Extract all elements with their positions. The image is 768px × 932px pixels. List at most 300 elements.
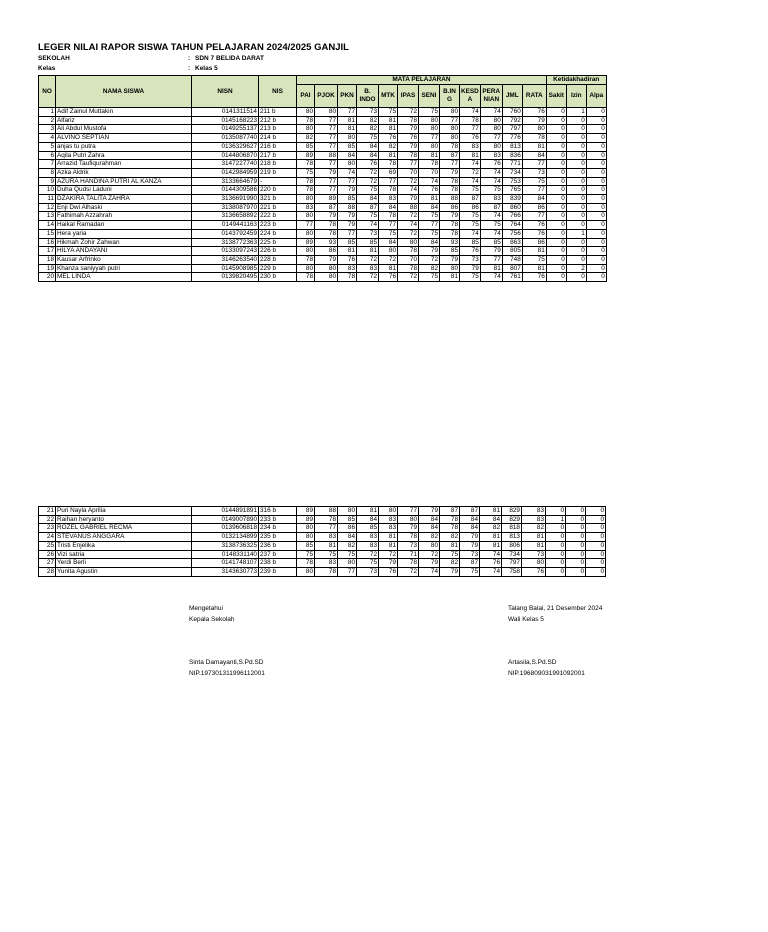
table-cell: 81	[480, 264, 502, 273]
table-row	[39, 507, 606, 516]
table-row	[39, 550, 606, 559]
student-name-cell: Azka Aldrik	[56, 168, 192, 177]
table-cell: 0	[546, 151, 566, 160]
table-cell: 77	[315, 160, 338, 169]
table-cell: 0	[586, 177, 606, 186]
table-cell: 3146263540	[192, 255, 259, 264]
table-cell: 0	[586, 533, 606, 542]
table-cell: 85	[480, 238, 502, 247]
table-row	[39, 559, 606, 568]
table-cell: 78	[315, 221, 338, 230]
class-label: Kelas	[38, 65, 56, 72]
table-cell: 0	[546, 229, 566, 238]
table-cell: 1	[546, 515, 566, 524]
table-cell: 75	[419, 212, 440, 221]
table-cell: 72	[398, 567, 419, 576]
table-cell: 81	[315, 541, 338, 550]
header-subject: IPAS	[398, 85, 419, 108]
table-cell: 75	[480, 221, 502, 230]
table-cell: 81	[338, 116, 357, 125]
table-row	[39, 195, 607, 204]
table-cell: 17	[39, 247, 56, 256]
table-cell: 83	[315, 533, 338, 542]
student-name-cell: Haikal Ramadan	[56, 221, 192, 230]
student-name-cell: AZURA HANDINA PUTRI AL KANZA	[56, 177, 192, 186]
table-cell: 73	[357, 229, 379, 238]
student-name-cell: Adif Zainul Muttakin	[56, 108, 192, 117]
table-cell: 78	[440, 186, 460, 195]
table-cell: 76	[522, 221, 546, 230]
table-cell: 79	[419, 247, 440, 256]
table-cell: 211 b	[259, 108, 297, 117]
table-cell: 84	[460, 524, 480, 533]
table-cell: 81	[357, 247, 379, 256]
table-cell: 0	[586, 125, 606, 134]
table-cell: 76	[460, 247, 481, 256]
table-cell: 79	[460, 541, 480, 550]
table-cell: 860	[502, 203, 522, 212]
table-cell: 80	[419, 142, 440, 151]
table-cell: 76	[522, 229, 546, 238]
table-cell: 75	[419, 108, 440, 117]
table-cell: 72	[357, 550, 379, 559]
table-cell: 3136658892	[192, 212, 259, 221]
table-cell: 77	[522, 186, 546, 195]
table-cell: 81	[338, 125, 357, 134]
table-cell: 756	[502, 229, 522, 238]
table-cell: 84	[379, 238, 398, 247]
table-cell: 776	[502, 134, 522, 143]
table-cell: 84	[357, 151, 379, 160]
table-cell: 0	[586, 160, 606, 169]
table-cell: 83	[315, 559, 338, 568]
table-cell: 84	[419, 524, 440, 533]
table-cell: 80	[419, 541, 440, 550]
table-cell: 77	[440, 116, 460, 125]
header-subject: B. INDO	[357, 85, 379, 108]
table-cell: 10	[39, 186, 56, 195]
student-name-cell: Tristi Enjelika	[56, 541, 192, 550]
table-row	[39, 238, 607, 247]
table-cell: 0	[566, 273, 586, 282]
table-cell: 0	[586, 238, 606, 247]
table-cell: 3138087970	[192, 203, 259, 212]
table-cell: 75	[357, 212, 379, 221]
table-cell: 75	[460, 221, 481, 230]
table-cell: 74	[480, 273, 502, 282]
table-cell: 72	[419, 550, 440, 559]
table-cell: 78	[297, 273, 315, 282]
table-cell: 89	[297, 238, 315, 247]
principal-nip: NIP.197301311996112001	[189, 670, 265, 677]
table-cell: 72	[357, 255, 379, 264]
table-cell: 75	[357, 186, 379, 195]
table-cell: 76	[419, 186, 440, 195]
table-cell: 0	[566, 160, 586, 169]
table-cell: 74	[460, 108, 481, 117]
table-row	[39, 134, 607, 143]
table-cell: 77	[338, 567, 357, 576]
table-cell: 84	[357, 195, 379, 204]
table-cell: 0145168223	[192, 116, 259, 125]
table-cell: 74	[338, 168, 357, 177]
table-cell: 213 b	[259, 125, 297, 134]
table-cell: 3138772363	[192, 238, 259, 247]
student-name-cell: HILYA ANDAYANI	[56, 247, 192, 256]
table-cell: 77	[480, 255, 502, 264]
grades-table-main	[38, 75, 607, 282]
table-cell: 805	[502, 247, 522, 256]
table-cell: 80	[379, 247, 398, 256]
school-colon: :	[188, 55, 191, 62]
table-cell: 78	[398, 116, 419, 125]
table-cell: 78	[440, 229, 460, 238]
table-cell: 0133097243	[192, 247, 259, 256]
table-cell: 88	[315, 151, 338, 160]
table-cell: 80	[315, 264, 338, 273]
table-cell: 75	[297, 168, 315, 177]
table-cell: 80	[398, 238, 419, 247]
header-absence: Izin	[566, 85, 586, 108]
student-name-cell: Vizi satria	[56, 550, 192, 559]
header-absence-group: Ketidakhadiran	[546, 76, 606, 85]
table-cell: 83	[338, 264, 357, 273]
student-name-cell: Yerdi Berli	[56, 559, 192, 568]
homeroom-title: Wali Kelas 5	[508, 616, 544, 623]
table-cell: 78	[419, 160, 440, 169]
table-cell: 0	[566, 125, 586, 134]
table-cell: 86	[522, 238, 546, 247]
table-cell: 230 b	[259, 273, 297, 282]
table-cell: 0	[566, 221, 586, 230]
student-name-cell: ALVINO SEPTIAN	[56, 134, 192, 143]
table-row	[39, 142, 607, 151]
table-cell: 81	[522, 533, 546, 542]
table-cell: 72	[398, 108, 419, 117]
student-name-cell: anjas tu putra	[56, 142, 192, 151]
table-cell: 24	[39, 533, 56, 542]
table-cell: 77	[315, 177, 338, 186]
school-line	[38, 55, 264, 62]
table-cell: 14	[39, 221, 56, 230]
table-cell: 225 b	[259, 238, 297, 247]
table-cell: 77	[522, 160, 546, 169]
table-cell: 73	[460, 255, 481, 264]
table-cell: 0	[586, 186, 606, 195]
table-cell: 7	[39, 160, 56, 169]
table-cell: 83	[522, 507, 546, 516]
table-cell: 78	[297, 116, 315, 125]
header-nis: NIS	[259, 76, 297, 108]
table-cell: 0	[566, 177, 586, 186]
table-cell: 80	[419, 116, 440, 125]
table-cell: 0	[586, 151, 606, 160]
table-cell: 0144309586	[192, 186, 259, 195]
table-cell: 83	[297, 203, 315, 212]
table-cell: 6	[39, 151, 56, 160]
header-no: NO	[39, 76, 56, 108]
table-row	[39, 168, 607, 177]
table-cell: 74	[480, 229, 502, 238]
table-cell: 0	[546, 116, 566, 125]
table-cell: 764	[502, 221, 522, 230]
table-cell: 80	[297, 567, 315, 576]
table-cell: 76	[398, 134, 419, 143]
table-cell: 84	[338, 533, 357, 542]
table-cell: 86	[440, 203, 460, 212]
table-cell: 0	[566, 559, 586, 568]
table-cell: 4	[39, 134, 56, 143]
table-cell: 84	[357, 142, 379, 151]
table-cell: 1	[566, 229, 586, 238]
table-cell: 75	[440, 550, 460, 559]
header-subject: PJOK	[315, 85, 338, 108]
table-cell: 80	[297, 533, 315, 542]
table-cell: 73	[357, 567, 379, 576]
table-cell: 78	[315, 567, 338, 576]
table-cell: 813	[502, 142, 522, 151]
table-cell: 235 b	[259, 533, 297, 542]
table-cell: 0	[546, 550, 566, 559]
table-cell: 0	[586, 273, 606, 282]
table-cell: 72	[379, 255, 398, 264]
table-cell: 1	[566, 108, 586, 117]
table-cell: 0	[546, 559, 566, 568]
table-cell: 0	[566, 550, 586, 559]
table-cell: 0	[566, 116, 586, 125]
table-row	[39, 273, 607, 282]
table-cell: 0	[546, 177, 566, 186]
table-cell: 80	[480, 125, 502, 134]
table-cell: 80	[297, 247, 315, 256]
student-name-cell: MEL LINDA	[56, 273, 192, 282]
table-cell: 72	[357, 177, 379, 186]
table-cell: 15	[39, 229, 56, 238]
table-cell: 75	[460, 186, 481, 195]
header-subject: KESD A	[460, 85, 481, 108]
table-cell: 79	[338, 186, 357, 195]
table-cell: 0141311514	[192, 108, 259, 117]
table-cell: 82	[338, 541, 357, 550]
table-cell: 0144806870	[192, 151, 259, 160]
table-cell: 77	[338, 229, 357, 238]
table-cell: 19	[39, 264, 56, 273]
table-cell: 0	[546, 142, 566, 151]
table-cell: 228 b	[259, 255, 297, 264]
table-cell: 222 b	[259, 212, 297, 221]
table-cell: 0	[586, 550, 606, 559]
table-cell: 229 b	[259, 264, 297, 273]
header-name: NAMA SISWA	[56, 76, 192, 108]
table-cell: 79	[522, 116, 546, 125]
table-cell: 0	[586, 195, 606, 204]
table-cell: 83	[379, 195, 398, 204]
table-cell: 88	[440, 195, 460, 204]
table-row	[39, 255, 607, 264]
table-cell: 21	[39, 507, 56, 516]
table-cell: 82	[440, 533, 460, 542]
table-cell: 77	[398, 160, 419, 169]
table-cell: 316 b	[259, 507, 297, 516]
table-cell: 89	[297, 151, 315, 160]
table-cell: 81	[379, 125, 398, 134]
table-cell: 83	[379, 524, 398, 533]
table-cell: 80	[440, 134, 460, 143]
table-cell: 74	[460, 229, 481, 238]
table-cell: 0	[586, 221, 606, 230]
table-cell: 93	[440, 238, 460, 247]
student-name-cell: ROZEL GABRIEL RECMA	[56, 524, 192, 533]
table-cell: 85	[338, 238, 357, 247]
table-cell: 0135087740	[192, 134, 259, 143]
table-cell: 0	[566, 247, 586, 256]
table-cell: 0141748107	[192, 559, 259, 568]
table-cell: 0	[546, 567, 566, 576]
table-cell: 81	[460, 151, 481, 160]
table-cell: 0	[586, 567, 606, 576]
table-cell: 25	[39, 541, 56, 550]
table-cell: 72	[398, 273, 419, 282]
header-subject: PERA NIAN	[480, 85, 502, 108]
table-cell: 79	[398, 195, 419, 204]
table-cell: 72	[357, 273, 379, 282]
table-cell: 89	[297, 507, 315, 516]
table-cell: 0	[546, 524, 566, 533]
table-cell: 3138736325	[192, 541, 259, 550]
table-cell: 78	[440, 524, 460, 533]
table-cell: 766	[502, 212, 522, 221]
table-cell: 78	[398, 151, 419, 160]
table-cell: 80	[379, 507, 398, 516]
table-cell: 83	[480, 195, 502, 204]
table-cell: 85	[440, 247, 460, 256]
table-cell: 78	[460, 116, 481, 125]
table-cell: 0	[566, 195, 586, 204]
table-cell: 3	[39, 125, 56, 134]
table-cell: 0	[546, 125, 566, 134]
table-cell: 0	[586, 507, 606, 516]
table-cell: 80	[480, 116, 502, 125]
student-name-cell: Alfariz	[56, 116, 192, 125]
table-cell: 0	[546, 507, 566, 516]
table-cell: 233 b	[259, 515, 297, 524]
table-cell: 81	[522, 247, 546, 256]
table-cell: 82	[419, 533, 440, 542]
table-cell: 71	[398, 550, 419, 559]
table-cell: 0132134899	[192, 533, 259, 542]
table-cell: 13	[39, 212, 56, 221]
table-cell: 3143630773	[192, 567, 259, 576]
table-cell: 80	[338, 160, 357, 169]
table-cell: 73	[357, 108, 379, 117]
table-cell: 80	[315, 273, 338, 282]
table-cell: 76	[522, 567, 546, 576]
table-cell: 77	[315, 142, 338, 151]
table-cell: 81	[379, 264, 398, 273]
table-cell: 80	[480, 142, 502, 151]
table-cell: 74	[480, 168, 502, 177]
table-cell: 75	[460, 273, 481, 282]
table-cell: 0	[566, 567, 586, 576]
table-cell: 73	[398, 541, 419, 550]
table-cell: 0145908985	[192, 264, 259, 273]
table-cell: 81	[440, 273, 460, 282]
table-cell: 75	[379, 108, 398, 117]
table-cell: 81	[440, 541, 460, 550]
table-cell: 0143792459	[192, 229, 259, 238]
table-cell: 0	[586, 212, 606, 221]
table-cell: 81	[522, 142, 546, 151]
table-cell: 0	[586, 229, 606, 238]
table-cell: 3133664679	[192, 177, 259, 186]
table-cell: 238 b	[259, 559, 297, 568]
table-cell: 80	[297, 524, 315, 533]
table-row	[39, 524, 606, 533]
table-cell: 77	[522, 212, 546, 221]
table-cell: 224 b	[259, 229, 297, 238]
table-cell: 219 b	[259, 168, 297, 177]
table-cell: 75	[522, 177, 546, 186]
table-cell: 28	[39, 567, 56, 576]
table-cell: 75	[379, 229, 398, 238]
table-row	[39, 108, 607, 117]
table-cell: 0139606818	[192, 524, 259, 533]
header-subject: PAI	[297, 85, 315, 108]
table-cell: 80	[440, 125, 460, 134]
table-cell: 0	[586, 541, 606, 550]
table-cell: 0	[546, 186, 566, 195]
student-name-cell: Puri Nayla Aprilia	[56, 507, 192, 516]
table-cell: 0142984959	[192, 168, 259, 177]
table-cell: 79	[440, 255, 460, 264]
table-cell: 80	[338, 507, 357, 516]
table-cell: 0139820495	[192, 273, 259, 282]
table-cell: 77	[315, 116, 338, 125]
table-cell: 2	[39, 116, 56, 125]
header-nisn: NISN	[192, 76, 259, 108]
table-cell: 81	[379, 533, 398, 542]
table-cell: 76	[379, 134, 398, 143]
table-cell: 0	[586, 108, 606, 117]
table-cell: 80	[297, 125, 315, 134]
header-absence: Alpa	[586, 85, 606, 108]
table-cell: 78	[297, 160, 315, 169]
table-cell: 84	[419, 203, 440, 212]
table-row	[39, 541, 606, 550]
table-cell: 75	[480, 186, 502, 195]
table-cell: 0149255137	[192, 125, 259, 134]
table-row	[39, 515, 606, 524]
table-row	[39, 125, 607, 134]
table-cell: 0	[546, 160, 566, 169]
table-cell: 84	[379, 203, 398, 212]
table-cell: 75	[315, 550, 338, 559]
table-row	[39, 151, 607, 160]
table-cell: 221 b	[259, 203, 297, 212]
table-cell: 84	[480, 515, 502, 524]
table-cell: 76	[460, 134, 481, 143]
table-cell: 0	[546, 238, 566, 247]
table-cell: 84	[338, 151, 357, 160]
table-cell: 0	[566, 533, 586, 542]
table-cell: 76	[379, 273, 398, 282]
table-cell: 0	[546, 221, 566, 230]
table-cell: 806	[502, 541, 522, 550]
header-absence: Sakit	[546, 85, 566, 108]
table-cell: 829	[502, 515, 522, 524]
table-cell: 77	[440, 160, 460, 169]
table-cell: 75	[297, 550, 315, 559]
